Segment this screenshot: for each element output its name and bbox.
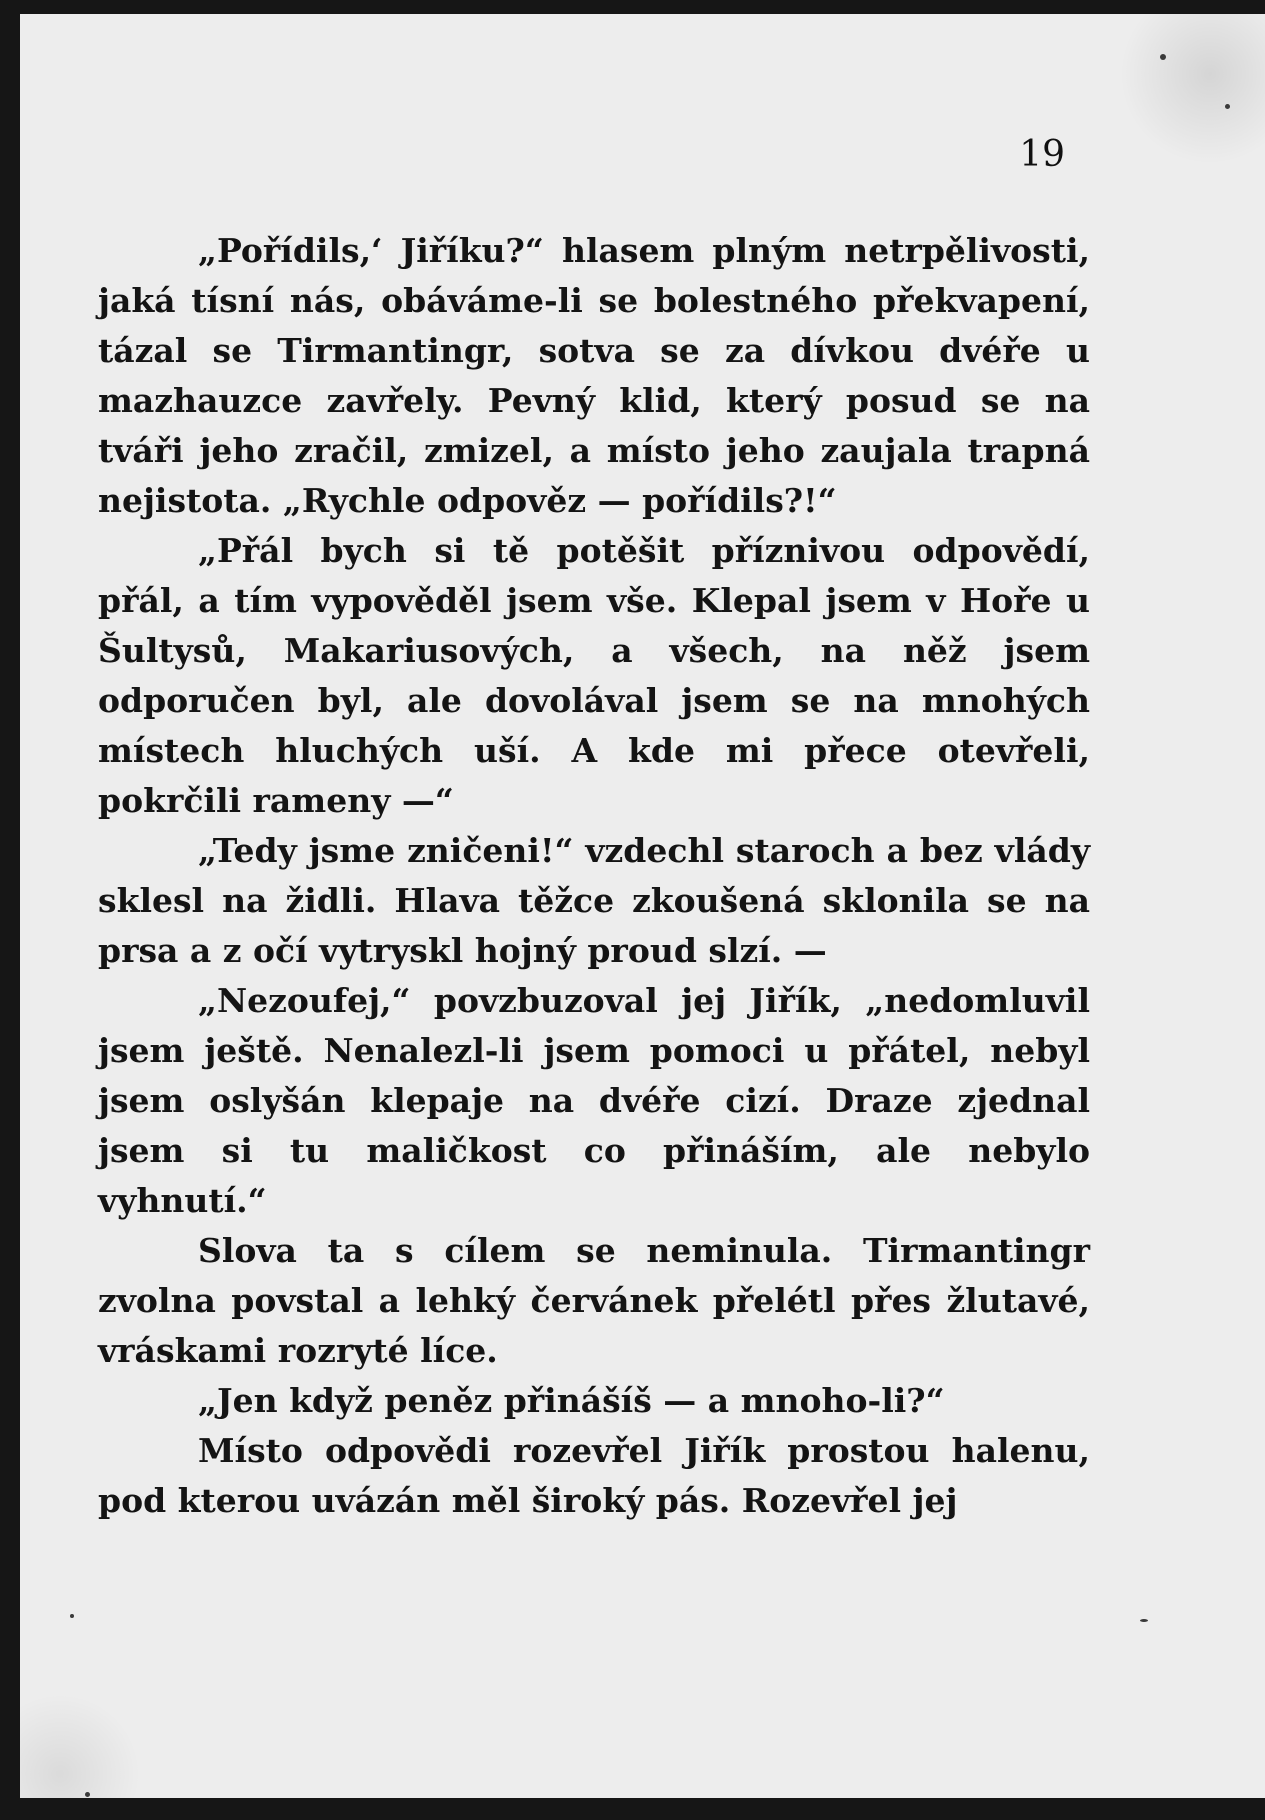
- paragraph-1: „Pořídils,ʻ Jiříku?“ hlasem plným netrpělivosti, jaká tísní nás, obáváme-li se bolestného překvapení, tázal se Tirmantingr, sotva se za dívkou dvéře u mazhauzce zavřely. Pevný klid, který posud se na tváři jeho zračil, zmizel, a místo jeho zaujala trapná nejistota. „Rychle odpověz — pořídils?!“: [98, 231, 1090, 520]
- paragraph-4: „Nezoufej,“ povzbuzoval jej Jiřík, „nedomluvil jsem ještě. Nenalezl-li jsem pomoci u přátel, nebyl jsem oslyšán klepaje na dvéře cizí. Draze zjednal jsem si tu maličkost co přináším, ale nebylo vyhnutí.“: [98, 981, 1090, 1220]
- page-paper: [20, 14, 1265, 1798]
- paragraph-7: Místo odpovědi rozevřel Jiřík prostou halenu, pod kterou uvázán měl široký pás. Rozevřel jej: [98, 1431, 1090, 1520]
- ink-speck: [1225, 104, 1230, 109]
- paragraph-6: „Jen když peněz přinášíš — a mnoho-li?“: [198, 1381, 945, 1420]
- ink-speck: [70, 1614, 74, 1618]
- body-text: [98, 226, 1090, 1526]
- ink-speck: [1160, 54, 1166, 60]
- ink-speck: [1140, 1619, 1148, 1622]
- page-number: 19: [1019, 134, 1065, 175]
- paragraph-2: „Přál bych si tě potěšit příznivou odpovědí, přál, a tím vypověděl jsem vše. Klepal jsem v Hoře u Šultysů, Makariusových, a všech, na něž jsem odporučen byl, ale dovolával jsem se na mnohých místech hluchých uší. A kde mi přece otevřeli, pokrčili rameny —“: [98, 531, 1090, 820]
- ink-speck: [85, 1792, 90, 1797]
- paragraph-5: Slova ta s cílem se neminula. Tirmantingr zvolna povstal a lehký červánek přelétl přes žlutavé, vráskami rozryté líce.: [98, 1231, 1090, 1370]
- paragraph-3: „Tedy jsme zničeni!“ vzdechl staroch a bez vlády sklesl na židli. Hlava těžce zkoušená sklonila se na prsa a z očí vytryskl hojný proud slzí. —: [98, 831, 1090, 970]
